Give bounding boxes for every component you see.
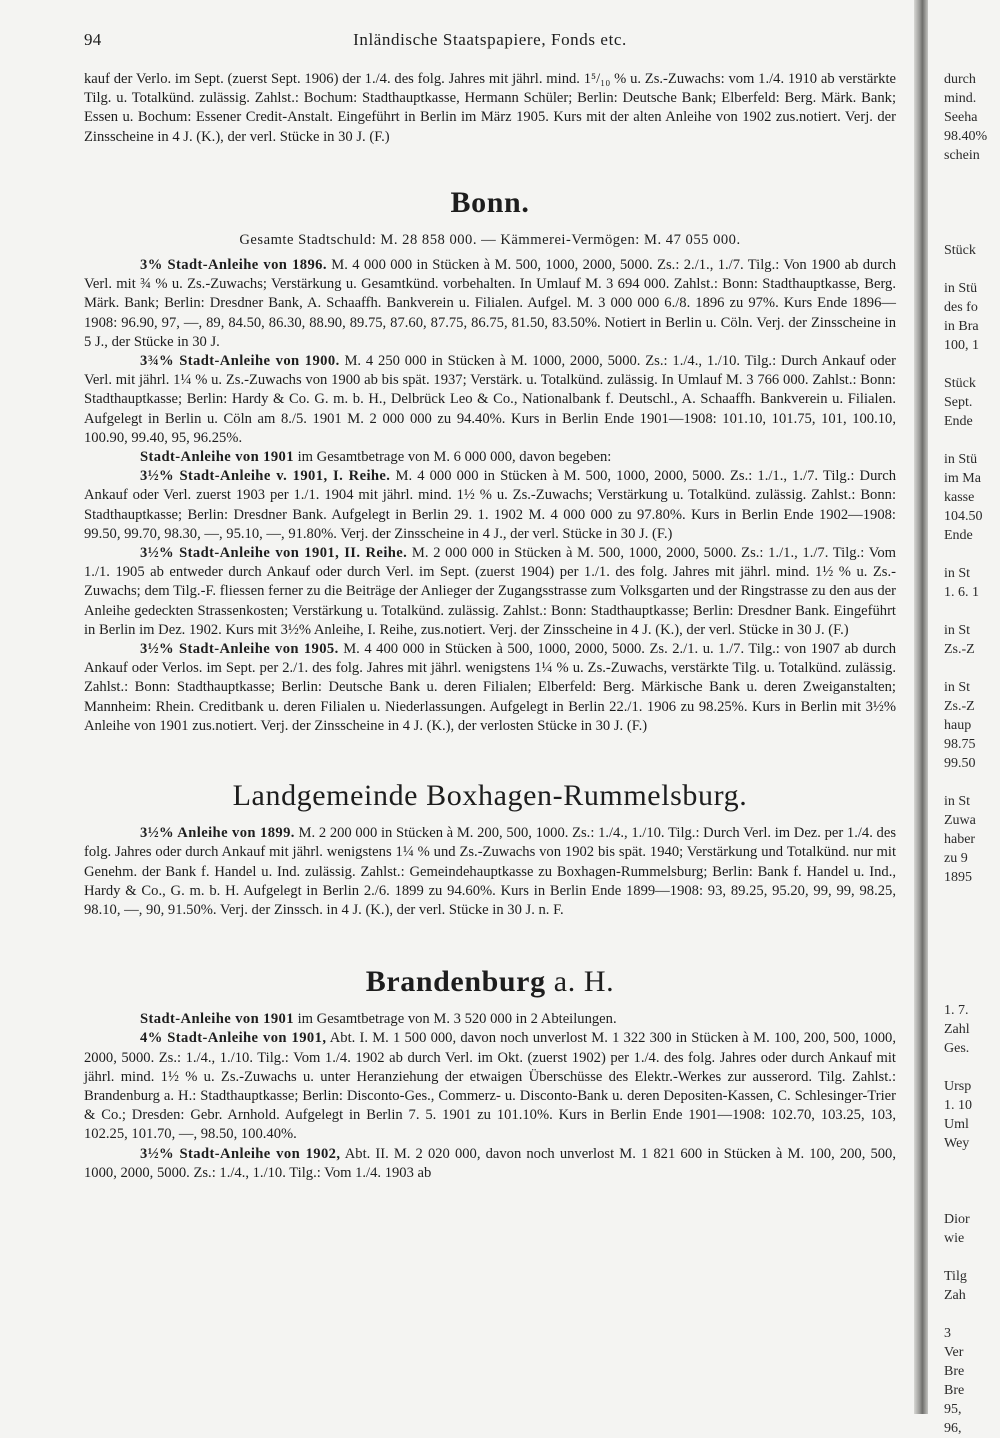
side-fragment: Bre <box>944 1364 965 1379</box>
main-column <box>84 70 896 1183</box>
side-fragment: 1895 <box>944 870 972 885</box>
side-fragment: Zs.-Z <box>944 642 975 657</box>
bonn-debt-summary: Gesamte Stadtschuld: M. 28 858 000. — Kämmerei-Vermögen: M. 47 055 000. <box>239 231 741 248</box>
side-fragment: Zuwa <box>944 813 976 828</box>
side-fragment: Wey <box>944 1136 970 1151</box>
side-fragment: durch <box>944 72 976 87</box>
side-fragment: in St <box>944 623 971 638</box>
side-fragment: des fo <box>944 300 978 315</box>
side-fragment: 98.75 <box>944 737 976 752</box>
side-fragment: kasse <box>944 490 975 505</box>
side-fragment: Ende <box>944 528 973 543</box>
side-fragment <box>944 602 1000 621</box>
brandenburg-loan-1902-abt-2: 3½% Stadt-Anleihe von 1902, Abt. II. M. 2 020 000, davon noch unverlost M. 1 821 600 in Stücken à M. 100, 200, 500, 1000, 2000, 5000. Zs.: 1./4., 1./10. Tilg.: Vom 1./4. 1903 ab <box>84 1145 897 1181</box>
side-fragment: in St <box>944 794 971 809</box>
side-fragment <box>944 165 1000 184</box>
side-fragment <box>944 431 1000 450</box>
side-fragment: 99.50 <box>944 756 976 771</box>
section-title-boxhagen: Landgemeinde Boxhagen-Rummelsburg. <box>232 779 748 813</box>
side-fragment: 104.50 <box>944 509 983 524</box>
side-fragment: 1. 10 <box>944 1098 972 1113</box>
side-fragment: 1. 7. <box>944 1003 969 1018</box>
side-fragment <box>944 773 1000 792</box>
side-fragment <box>944 1058 1000 1077</box>
bonn-loan-1901-series-2: 3½% Stadt-Anleihe von 1901, II. Reihe. M. 2 000 000 in Stücken à M. 500, 1000, 2000, 5000. Zs.: 1./1., 1./7. Tilg.: Vom 1./1. 1905 ab entweder durch Ankauf oder durch Verl. im Sept. (zuerst 1904) per 1./1. des folg. Jahres mit jährl. mind. 1½ % u. Zs.-Zuwachs; dem Tilg.-F. fliessen ferner zu die Beiträge der Anlieger der Zugangsstrasse zum Volksgarten und der Ringstrasse zu den aus der Anleihe gedeckten Strassenkosten; Verstärkung u. Totalkünd. zulässig. Zahlst.: Bonn: Stadthauptkasse; Berlin: Dresdner Bank. Eingeführt in Berlin im Dez. 1902. Kurs mit 3½% Anleihe, I. Reihe, zus.notiert. Verj. der Zinsscheine in 4 J. (K.), der verl. Stücke in 30 J. (F.) <box>84 545 896 638</box>
side-fragment: in Stü <box>944 281 978 296</box>
section-title-bonn: Bonn. <box>450 185 530 219</box>
side-fragment: 3 <box>944 1326 951 1341</box>
brandenburg-loan-1901: Stadt-Anleihe von 1901 im Gesamtbetrage von M. 3 520 000 in 2 Abteilungen. <box>140 1011 617 1028</box>
side-fragment <box>944 545 1000 564</box>
side-fragment: Dior <box>944 1212 970 1227</box>
side-fragment: wie <box>944 1231 965 1246</box>
side-fragment: schein <box>944 148 980 163</box>
brandenburg-loan-1901-abt-1: 4% Stadt-Anleihe von 1901, Abt. I. M. 1 500 000, davon noch unverlost M. 1 322 300 in Stücken à M. 100, 200, 500, 1000, 2000, 5000. Zs.: 1./4., 1./10. Tilg.: Vom 1./4. 1902 ab durch Verl. im Okt. (zuerst 1902) per 1./4. des folg. Jahres oder durch Ankauf mit jährl. mind. 1½ % u. Zs.-Zuwachs u. unter Heranziehung der etwaigen Überschüsse des Elektr.-Werkes zur ausserord. Tilg. Zahlst.: Brandenburg a. H.: Stadthauptkasse; Berlin: Disconto-Ges., Commerz- u. Disconto-Bank u. deren Depositen-Kassen, C. Schlesinger-Trier & Co.; Dresden: Gebr. Arnhold. Aufgelegt in Berlin 7. 5. 1901 zu 101.10%. Kurs in Berlin Ende 1901—1908: 102.70, 103.25, 103, 102.25, 101.70, —, 98.50, 100.40%. <box>84 1030 897 1143</box>
side-fragment: 95, <box>944 1402 962 1417</box>
side-fragment: mind. <box>944 91 977 106</box>
side-fragment <box>944 1248 1000 1267</box>
bonn-loan-1901-series-1: 3½% Stadt-Anleihe v. 1901, I. Reihe. M. 4 000 000 in Stücken à M. 500, 1000, 2000, 5000. Zs.: 1./1., 1./7. Tilg.: Durch Ankauf oder Verl. zuerst 1903 per 1./1. 1904 mit jährl. mind. 1½ % u. Zs.-Zuwachs; Verstärkung u. Totalkünd. zulässig. Zahlst.: Bonn: Stadthauptkasse; Berlin: Dresdner Bank. Aufgelegt in Berlin 29. 1. 1902 M. 4 000 000 zu 97.80%. Kurs in Berlin Ende 1902—1908: 99.50, 99.70, 98.30, —, 95.10, —, 91.80%. Verj. der Zinsscheine in 4 J., der verl. Stücke in 30 J. (F.) <box>84 468 897 542</box>
side-fragment: Zah <box>944 1288 966 1303</box>
side-fragment: Uml <box>944 1117 969 1132</box>
adjacent-page-edge-text <box>944 70 1000 1438</box>
page-header <box>84 30 896 56</box>
side-fragment: haup <box>944 718 972 733</box>
side-fragment <box>944 1153 1000 1172</box>
side-fragment: 98.40% <box>944 129 988 144</box>
bonn-loan-1900: 3¾% Stadt-Anleihe von 1900. M. 4 250 000 in Stücken à M. 1000, 2000, 5000. Zs.: 1./4., 1./10. Tilg.: Durch Ankauf oder Verl. mit jährl. 1¼ % u. Zs.-Zuwachs von 1900 ab bis spät. 1937; Verstärk. u. Totalkünd. zulässig. In Umlauf M. 3 766 000. Zahlst.: Bonn: Stadthauptkasse; Berlin: Hardy & Co. G. m. b. H., Delbrück Leo & Co., Nationalbank f. Deutschl., A. Schaaffh. Bankverein u. Filialen. Aufgelegt in Berlin u. Cöln am 8./5. 1901 M. 2 000 000 zu 94.40%. Kurs in Berlin Ende 1901—1908: 101.10, 101.75, 101, 100.10, 100.90, 99.40, 95, 96.25%. <box>84 353 896 446</box>
side-fragment: in Stü <box>944 452 978 467</box>
side-fragment <box>944 1191 1000 1210</box>
intro-paragraph: kauf der Verlo. im Sept. (zuerst Sept. 1906) der 1./4. des folg. Jahres mit jährl. mind. 1⁵/₁₀ % u. Zs.-Zuwachs: vom 1./4. 1910 ab verstärkte Tilg. u. Totalkünd. zulässig. Zahlst.: Bochum: Stadthauptkasse, Hermann Schüler; Berlin: Deutsche Bank; Elberfeld: Berg. Märk. Bank; Essen u. Bochum: Essener Credit-Anstalt. Eingeführt in Berlin im März 1905. Kurs mit der alten Anleihe von 1902 zus.notiert. Verj. der Zinsscheine in 4 J. (K.), der verl. Stücke in 30 J. (F.) <box>84 71 896 145</box>
side-fragment <box>944 659 1000 678</box>
side-fragment: Tilg <box>944 1269 967 1284</box>
side-fragment: in St <box>944 680 971 695</box>
side-fragment <box>944 944 1000 963</box>
side-fragment <box>944 184 1000 203</box>
side-fragment: in St <box>944 566 971 581</box>
side-fragment <box>944 906 1000 925</box>
bonn-loan-1896: 3% Stadt-Anleihe von 1896. M. 4 000 000 in Stücken à M. 500, 1000, 2000, 5000. Zs.: 2./1., 1./7. Tilg.: Von 1900 ab durch Verl. mit ¾ % u. Zs.-Zuwachs; Verstärkung u. Gesamtkünd. vorbehalten. In Umlauf M. 3 694 000. Zahlst.: Bonn: Stadthauptkasse, Berg. Märk. Bank; Berlin: Dresdner Bank, A. Schaaffh. Bankverein u. Filialen. Aufgel. M. 3 000 000 6./8. 1896 zu 97%. Kurs Ende 1896—1908: 96.90, 97, —, 89, 84.50, 86.30, 88.90, 89.75, 87.60, 87.75, 86.75, 81.50, 83.50%. Notiert in Berlin u. Cöln. Verj. der Zinsscheine in 5 J., der Stücke in 30 J. <box>84 257 896 350</box>
page-number: 94 <box>84 30 102 49</box>
side-fragment <box>944 203 1000 222</box>
side-fragment <box>944 222 1000 241</box>
side-fragment: 1. 6. 1 <box>944 585 979 600</box>
side-fragment: Stück <box>944 243 976 258</box>
side-fragment: Seeha <box>944 110 978 125</box>
boxhagen-loan-1899: 3½% Anleihe von 1899. M. 2 200 000 in Stücken à M. 200, 500, 1000. Zs.: 1./4., 1./10. Tilg.: Durch Verl. im Dez. per 1./4. des folg. Jahres oder durch Ankauf mit jährl. wenigstens 1¼ % und Zs.-Zuwachs von 1902 bis spät. 1940; Verstärkung und Totalkünd. nur mit Genehm. der Bank f. Handel u. Ind. zulässig. Zahlst.: Gemeindehauptkasse zu Boxhagen-Rummelsburg; Berlin: Bank f. Handel u. Ind., Hardy & Co., G. m. b. H. Aufgelegt in Berlin 2./6. 1899 zu 94.60%. Kurs in Berlin Ende 1899—1908: 93, 89.25, 95.20, 99, 99, 98.25, 98.10, —, 90, 91.50%. Verj. der Zinssch. in 4 J. (K.), der verl. Stücke in 30 J. n. F. <box>84 825 896 918</box>
side-fragment: haber <box>944 832 976 847</box>
side-fragment: Zahl <box>944 1022 970 1037</box>
side-fragment: in Bra <box>944 319 979 334</box>
side-fragment <box>944 963 1000 982</box>
side-fragment: im Ma <box>944 471 981 486</box>
side-fragment <box>944 355 1000 374</box>
side-fragment: Sept. <box>944 395 973 410</box>
side-fragment: zu 9 <box>944 851 968 866</box>
bonn-loan-1901: Stadt-Anleihe von 1901 im Gesamtbetrage von M. 6 000 000, davon begeben: <box>140 449 612 466</box>
page-title: Inländische Staatspapiere, Fonds etc. <box>353 30 627 49</box>
side-fragment: Bre <box>944 1383 965 1398</box>
side-fragment: Ursp <box>944 1079 972 1094</box>
side-fragment <box>944 1172 1000 1191</box>
side-fragment <box>944 260 1000 279</box>
side-fragment: Ges. <box>944 1041 970 1056</box>
side-fragment: Stück <box>944 376 976 391</box>
side-fragment <box>944 982 1000 1001</box>
side-fragment: Zs.-Z <box>944 699 975 714</box>
bonn-loan-1905: 3½% Stadt-Anleihe von 1905. M. 4 400 000 in Stücken à 500, 1000, 2000, 5000. Zs. 2./1. u. 1./7. Tilg.: von 1907 ab durch Ankauf oder Verlos. im Sept. per 2./1. des folg. Jahres mit jährl. wenigstens 1¼ % u. Zs.-Zuwachs, verstärkte Tilg. u. Totalkünd. zulässig. Zahlst.: Bonn: Stadthauptkasse; Berlin: Deutsche Bank u. deren Filialen; Elberfeld: Berg. Märkische Bank u. deren Zweiganstalten; Mannheim: Rhein. Creditbank u. deren Filialen u. Niederlassungen. Aufgelegt in Berlin 22./1. 1906 zu 98.25%. Kurs in Berlin mit 3½% Anleihe von 1901 zus.notiert. Verj. der Zinsscheine in 4 J. (K.), der verlosten Stücke in 30 J. (F.) <box>84 641 897 734</box>
side-fragment <box>944 925 1000 944</box>
side-fragment: Ver <box>944 1345 964 1360</box>
side-fragment <box>944 887 1000 906</box>
section-title-brandenburg: Brandenburg a. H. <box>365 965 615 999</box>
side-fragment: Ende <box>944 414 973 429</box>
page-gutter-shadow <box>914 0 928 1414</box>
side-fragment: 100, 1 <box>944 338 979 353</box>
side-fragment <box>944 1305 1000 1324</box>
side-fragment: 96, <box>944 1421 962 1436</box>
